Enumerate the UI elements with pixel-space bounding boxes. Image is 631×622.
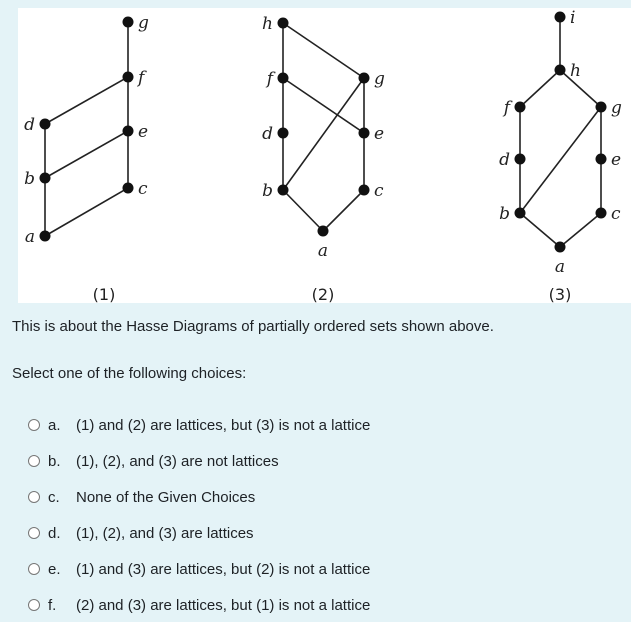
option-text: None of the Given Choices (76, 488, 256, 506)
node-label: b (24, 169, 35, 189)
radio-button[interactable] (28, 527, 40, 539)
node-h (278, 18, 289, 29)
node-f (278, 73, 289, 84)
node-label: h (262, 14, 273, 34)
question-text: This is about the Hasse Diagrams of partially ordered sets shown above. (12, 318, 494, 335)
node-g (123, 17, 134, 28)
edge-a-b (283, 190, 323, 231)
node-g (359, 73, 370, 84)
node-d (515, 154, 526, 165)
edge-f-e (283, 78, 364, 133)
node-a (555, 242, 566, 253)
option-e[interactable] (28, 559, 370, 579)
node-label: d (499, 150, 510, 170)
node-d (40, 119, 51, 130)
node-label: g (138, 13, 149, 33)
node-f (123, 72, 134, 83)
node-a (40, 231, 51, 242)
radio-button[interactable] (28, 455, 40, 467)
edge-a-c (560, 213, 601, 247)
node-label: h (570, 61, 581, 81)
node-d (278, 128, 289, 139)
node-e (359, 128, 370, 139)
node-label: f (266, 69, 273, 89)
node-label: e (374, 124, 385, 144)
radio-button[interactable] (28, 419, 40, 431)
hasse-diagrams-svg (0, 0, 631, 310)
radio-button[interactable] (28, 599, 40, 611)
diagram-caption: (2) (311, 285, 335, 304)
node-label: d (24, 115, 35, 135)
node-label: b (262, 181, 273, 201)
node-b (40, 173, 51, 184)
node-c (596, 208, 607, 219)
node-e (123, 126, 134, 137)
node-a (318, 226, 329, 237)
diagram-caption: (3) (548, 285, 572, 304)
radio-button[interactable] (28, 563, 40, 575)
node-label: f (138, 68, 145, 88)
edge-b-e (45, 131, 128, 178)
hasse-diagrams-figure (18, 8, 631, 303)
node-label: f (503, 98, 510, 118)
option-d[interactable] (28, 523, 254, 543)
node-f (515, 102, 526, 113)
option-text: (1) and (3) are lattices, but (2) is not a lattice (76, 560, 371, 578)
edge-a-b (520, 213, 560, 247)
node-label: a (554, 257, 566, 277)
option-b[interactable] (28, 451, 279, 471)
node-c (123, 183, 134, 194)
edge-g-h (283, 23, 364, 78)
option-letter: a. (48, 416, 61, 434)
node-label: c (611, 204, 621, 224)
node-label: e (611, 150, 622, 170)
node-e (596, 154, 607, 165)
node-i (555, 12, 566, 23)
node-label: i (570, 8, 576, 28)
node-label: c (138, 179, 148, 199)
diagram-caption: (1) (92, 285, 116, 304)
radio-button[interactable] (28, 491, 40, 503)
node-label: c (374, 181, 384, 201)
node-label: a (317, 241, 329, 261)
node-c (359, 185, 370, 196)
option-letter: e. (48, 560, 61, 578)
node-label: e (138, 122, 149, 142)
node-label: b (499, 204, 510, 224)
option-letter: c. (48, 488, 60, 506)
node-label: a (24, 227, 35, 247)
option-text: (1), (2), and (3) are not lattices (76, 452, 279, 470)
option-text: (1) and (2) are lattices, but (3) is not a lattice (76, 416, 371, 434)
edge-a-c (323, 190, 364, 231)
node-h (555, 65, 566, 76)
edge-a-c (45, 188, 128, 236)
option-letter: f. (48, 596, 57, 614)
node-label: g (611, 98, 622, 118)
node-g (596, 102, 607, 113)
edge-b-g (520, 107, 601, 213)
option-text: (2) and (3) are lattices, but (1) is not a lattice (76, 596, 371, 614)
question-prompt: Select one of the following choices: (12, 365, 247, 382)
option-f[interactable] (28, 595, 370, 615)
edge-f-h (520, 70, 560, 107)
edge-b-g (283, 78, 364, 190)
node-label: g (374, 69, 385, 89)
option-text: (1), (2), and (3) are lattices (76, 524, 254, 542)
option-letter: d. (48, 524, 61, 542)
node-b (278, 185, 289, 196)
node-b (515, 208, 526, 219)
node-label: d (262, 124, 273, 144)
option-a[interactable] (28, 415, 370, 435)
option-c[interactable] (28, 487, 255, 507)
option-letter: b. (48, 452, 61, 470)
edge-d-f (45, 77, 128, 124)
